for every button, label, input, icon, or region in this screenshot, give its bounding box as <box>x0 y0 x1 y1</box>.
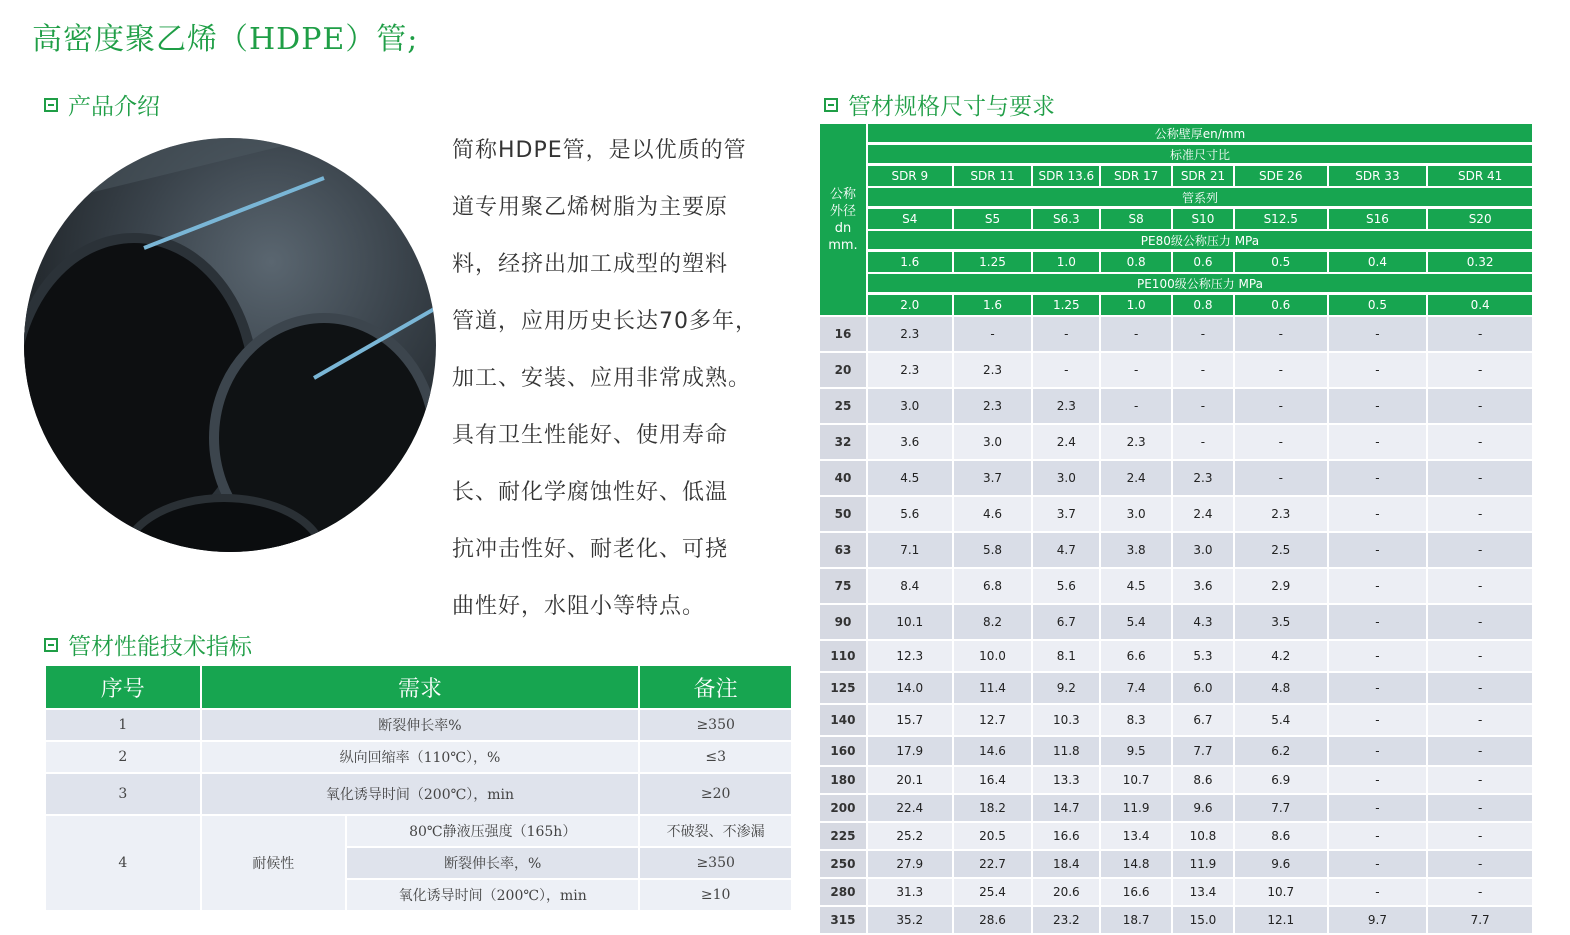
table-row <box>819 906 1533 934</box>
row-req: 氧化诱导时间（200℃），min <box>201 773 640 815</box>
dn-header-line: 公称 <box>829 186 856 202</box>
thickness-cell: 22.4 <box>867 794 953 822</box>
dn-cell: 180 <box>819 766 867 794</box>
thickness-cell: - <box>1100 388 1172 424</box>
thickness-cell: 6.6 <box>1100 640 1172 672</box>
row-no: 1 <box>45 709 201 741</box>
thickness-cell: - <box>1172 352 1234 388</box>
thickness-cell: 23.2 <box>1032 906 1100 934</box>
thickness-cell: 7.7 <box>1234 794 1328 822</box>
dn-cell: 160 <box>819 736 867 766</box>
thickness-cell: 2.4 <box>1032 424 1100 460</box>
pe80-label: PE80级公称压力 MPa <box>867 230 1533 251</box>
table-row <box>819 424 1533 460</box>
row-req: 氧化诱导时间（200℃），min <box>346 879 639 911</box>
thickness-cell: 17.9 <box>867 736 953 766</box>
thickness-cell: 12.3 <box>867 640 953 672</box>
pe80-row <box>819 251 1533 274</box>
thickness-cell: - <box>1427 640 1533 672</box>
thickness-cell: - <box>1172 388 1234 424</box>
pe100-cell: 0.6 <box>1234 294 1328 317</box>
table-row <box>45 773 792 815</box>
thickness-cell: 3.5 <box>1234 604 1328 640</box>
pe100-row <box>819 294 1533 317</box>
row-note: ≥10 <box>639 879 792 911</box>
thickness-cell: 3.8 <box>1100 532 1172 568</box>
row-note: ≤3 <box>639 741 792 773</box>
thickness-cell: 4.8 <box>1234 672 1328 704</box>
thickness-cell: 5.6 <box>1032 568 1100 604</box>
series-cell: S12.5 <box>1234 208 1328 231</box>
row-req: 纵向回缩率（110℃），% <box>201 741 640 773</box>
thickness-cell: - <box>1427 850 1533 878</box>
thickness-cell: 18.2 <box>953 794 1033 822</box>
pe100-label: PE100级公称压力 MPa <box>867 273 1533 294</box>
dn-cell: 16 <box>819 316 867 352</box>
thickness-cell: 5.4 <box>1234 704 1328 736</box>
thickness-cell: - <box>1234 460 1328 496</box>
thickness-cell: 4.6 <box>953 496 1033 532</box>
thickness-cell: - <box>1427 388 1533 424</box>
thickness-cell: 9.6 <box>1172 794 1234 822</box>
table-row <box>819 822 1533 850</box>
thickness-cell: 2.3 <box>867 316 953 352</box>
thickness-cell: - <box>1328 568 1428 604</box>
thickness-cell: 2.3 <box>1100 424 1172 460</box>
thickness-cell: 7.4 <box>1100 672 1172 704</box>
series-label: 管系列 <box>867 187 1533 208</box>
dn-header-line: 外径 <box>829 203 856 219</box>
dn-cell: 280 <box>819 878 867 906</box>
thickness-cell: 8.3 <box>1100 704 1172 736</box>
thickness-cell: 12.7 <box>953 704 1033 736</box>
thickness-cell: 5.3 <box>1172 640 1234 672</box>
dn-header-line: dn <box>834 220 852 236</box>
thickness-cell: 4.2 <box>1234 640 1328 672</box>
sdr-cell: SDR 41 <box>1427 165 1533 188</box>
thickness-cell: 2.3 <box>867 352 953 388</box>
thickness-cell: 16.6 <box>1100 878 1172 906</box>
thickness-cell: 11.9 <box>1172 850 1234 878</box>
pe80-cell: 1.6 <box>867 251 953 274</box>
dn-cell: 75 <box>819 568 867 604</box>
thickness-cell: 6.0 <box>1172 672 1234 704</box>
thickness-cell: 3.6 <box>867 424 953 460</box>
thickness-cell: 5.4 <box>1100 604 1172 640</box>
thickness-cell: 9.6 <box>1234 850 1328 878</box>
pe100-cell: 1.25 <box>1032 294 1100 317</box>
thickness-cell: 2.3 <box>953 388 1033 424</box>
thickness-cell: 3.0 <box>1172 532 1234 568</box>
series-cell: S6.3 <box>1032 208 1100 231</box>
pe100-cell: 0.8 <box>1172 294 1234 317</box>
pe100-cell: 1.0 <box>1100 294 1172 317</box>
thickness-cell: 20.6 <box>1032 878 1100 906</box>
dn-cell: 140 <box>819 704 867 736</box>
thickness-cell: 2.4 <box>1100 460 1172 496</box>
spec-body <box>819 316 1533 934</box>
thickness-cell: 6.2 <box>1234 736 1328 766</box>
thickness-cell: 14.0 <box>867 672 953 704</box>
thickness-cell: - <box>1172 424 1234 460</box>
pe100-cell: 2.0 <box>867 294 953 317</box>
table-row <box>819 388 1533 424</box>
series-cell: S5 <box>953 208 1033 231</box>
thickness-cell: 8.6 <box>1172 766 1234 794</box>
dn-header-line: mm. <box>828 237 858 253</box>
thickness-cell: 7.7 <box>1427 906 1533 934</box>
thickness-cell: - <box>1032 352 1100 388</box>
thickness-cell: 2.3 <box>953 352 1033 388</box>
thickness-cell: - <box>1328 604 1428 640</box>
sdr-cell: SDE 26 <box>1234 165 1328 188</box>
sdr-row <box>819 165 1533 188</box>
thickness-cell: 11.4 <box>953 672 1033 704</box>
table-row <box>819 672 1533 704</box>
thickness-cell: - <box>1032 316 1100 352</box>
thickness-cell: 22.7 <box>953 850 1033 878</box>
thickness-cell: 12.1 <box>1234 906 1328 934</box>
thickness-cell: - <box>1234 424 1328 460</box>
row-note: ≥350 <box>639 847 792 879</box>
thickness-cell: - <box>1234 352 1328 388</box>
dn-cell: 63 <box>819 532 867 568</box>
thickness-cell: - <box>1328 822 1428 850</box>
thickness-cell: 4.5 <box>1100 568 1172 604</box>
pe80-cell: 1.25 <box>953 251 1033 274</box>
section-performance-label: 管材性能技术指标 <box>68 634 252 660</box>
thickness-cell: - <box>1328 704 1428 736</box>
thickness-cell: - <box>1328 532 1428 568</box>
col-header-req: 需求 <box>201 665 640 709</box>
thickness-cell: 5.6 <box>867 496 953 532</box>
thickness-cell: - <box>1328 424 1428 460</box>
thickness-cell: - <box>1427 424 1533 460</box>
thickness-cell: 31.3 <box>867 878 953 906</box>
thickness-cell: - <box>1427 794 1533 822</box>
thickness-cell: 16.4 <box>953 766 1033 794</box>
thickness-cell: 9.5 <box>1100 736 1172 766</box>
thickness-cell: - <box>1427 568 1533 604</box>
thickness-cell: - <box>1427 316 1533 352</box>
thickness-cell: - <box>1328 316 1428 352</box>
section-intro-label: 产品介绍 <box>68 94 160 120</box>
thickness-cell: 7.7 <box>1172 736 1234 766</box>
thickness-cell: 7.1 <box>867 532 953 568</box>
thickness-cell: 35.2 <box>867 906 953 934</box>
thickness-cell: - <box>1234 316 1328 352</box>
series-cell: S8 <box>1100 208 1172 231</box>
thickness-cell: 3.0 <box>867 388 953 424</box>
table-row <box>819 496 1533 532</box>
thickness-cell: 20.1 <box>867 766 953 794</box>
thickness-cell: 10.3 <box>1032 704 1100 736</box>
sdr-cell: SDR 13.6 <box>1032 165 1100 188</box>
table-row <box>819 640 1533 672</box>
intro-line: 长、耐化学腐蚀性好、低温 <box>452 480 729 505</box>
sdr-cell: SDR 33 <box>1328 165 1428 188</box>
table-row <box>45 709 792 741</box>
thickness-cell: 13.4 <box>1100 822 1172 850</box>
thickness-cell: - <box>1427 496 1533 532</box>
thickness-cell: - <box>1172 316 1234 352</box>
section-bullet-icon <box>44 638 58 652</box>
thickness-cell: 10.0 <box>953 640 1033 672</box>
thickness-cell: 9.2 <box>1032 672 1100 704</box>
thickness-cell: - <box>1328 766 1428 794</box>
thickness-cell: - <box>1427 672 1533 704</box>
intro-line: 简称HDPE管，是以优质的管 <box>452 138 747 163</box>
thickness-cell: 3.0 <box>953 424 1033 460</box>
thickness-cell: - <box>1427 822 1533 850</box>
intro-text <box>452 122 772 635</box>
thickness-cell: 3.0 <box>1100 496 1172 532</box>
intro-line: 抗冲击性好、耐老化、可挠 <box>452 537 729 562</box>
thickness-cell: 28.6 <box>953 906 1033 934</box>
row-note: ≥350 <box>639 709 792 741</box>
dn-cell: 200 <box>819 794 867 822</box>
series-cell: S4 <box>867 208 953 231</box>
dn-cell: 110 <box>819 640 867 672</box>
thickness-cell: 10.8 <box>1172 822 1234 850</box>
thickness-cell: 14.7 <box>1032 794 1100 822</box>
dn-cell: 20 <box>819 352 867 388</box>
table-row <box>45 815 792 847</box>
intro-line: 料，经挤出加工成型的塑料 <box>452 252 729 277</box>
thickness-cell: - <box>1427 766 1533 794</box>
sdr-cell: SDR 9 <box>867 165 953 188</box>
dn-cell: 32 <box>819 424 867 460</box>
thickness-cell: 3.7 <box>1032 496 1100 532</box>
table-row <box>819 532 1533 568</box>
pe80-cell: 0.5 <box>1234 251 1328 274</box>
row-no: 4 <box>45 815 201 911</box>
thickness-cell: 2.3 <box>1234 496 1328 532</box>
thickness-cell: 10.1 <box>867 604 953 640</box>
thickness-cell: 5.8 <box>953 532 1033 568</box>
series-row <box>819 208 1533 231</box>
dn-cell: 250 <box>819 850 867 878</box>
thickness-cell: 10.7 <box>1100 766 1172 794</box>
dn-cell: 50 <box>819 496 867 532</box>
dn-cell: 25 <box>819 388 867 424</box>
thickness-cell: - <box>1328 736 1428 766</box>
section-performance-heading <box>44 628 252 661</box>
table-row <box>819 460 1533 496</box>
intro-line: 管道，应用历史长达70多年， <box>452 309 758 334</box>
row-note: ≥20 <box>639 773 792 815</box>
thickness-cell: 25.4 <box>953 878 1033 906</box>
row-req: 80℃静液压强度（165h） <box>346 815 639 847</box>
row-req: 断裂伸长率，% <box>346 847 639 879</box>
intro-line: 具有卫生性能好、使用寿命 <box>452 423 729 448</box>
thickness-cell: 8.6 <box>1234 822 1328 850</box>
row-req: 断裂伸长率% <box>201 709 640 741</box>
thickness-cell: - <box>1328 850 1428 878</box>
thickness-cell: - <box>1328 878 1428 906</box>
pe100-cell: 0.5 <box>1328 294 1428 317</box>
series-cell: S20 <box>1427 208 1533 231</box>
section-bullet-icon <box>44 98 58 112</box>
thickness-cell: 6.7 <box>1032 604 1100 640</box>
thickness-cell: 18.7 <box>1100 906 1172 934</box>
thickness-cell: 15.7 <box>867 704 953 736</box>
sdr-cell: SDR 11 <box>953 165 1033 188</box>
thickness-cell: - <box>1427 604 1533 640</box>
thickness-cell: 15.0 <box>1172 906 1234 934</box>
col-header-no: 序号 <box>45 665 201 709</box>
section-spec-label: 管材规格尺寸与要求 <box>848 94 1055 120</box>
performance-table <box>44 664 793 912</box>
thickness-cell: 8.1 <box>1032 640 1100 672</box>
row-no: 2 <box>45 741 201 773</box>
section-intro-heading <box>44 88 160 121</box>
thickness-cell: 8.2 <box>953 604 1033 640</box>
thickness-cell: - <box>1328 388 1428 424</box>
thickness-cell: 2.3 <box>1032 388 1100 424</box>
table-row <box>819 316 1533 352</box>
hdpe-pipe-photo <box>24 138 436 552</box>
dn-cell: 315 <box>819 906 867 934</box>
pe80-cell: 0.32 <box>1427 251 1533 274</box>
thickness-cell: - <box>1100 316 1172 352</box>
table-row <box>819 352 1533 388</box>
thickness-cell: - <box>1427 878 1533 906</box>
thickness-cell: 6.8 <box>953 568 1033 604</box>
thickness-cell: 14.6 <box>953 736 1033 766</box>
dn-cell: 125 <box>819 672 867 704</box>
table-row <box>819 736 1533 766</box>
table-row <box>819 766 1533 794</box>
dn-header <box>819 123 867 316</box>
thickness-cell: 3.7 <box>953 460 1033 496</box>
thickness-cell: 4.5 <box>867 460 953 496</box>
thickness-cell: 2.3 <box>1172 460 1234 496</box>
thickness-cell: - <box>1427 460 1533 496</box>
thickness-cell: - <box>1100 352 1172 388</box>
dn-cell: 90 <box>819 604 867 640</box>
thickness-cell: 10.7 <box>1234 878 1328 906</box>
sdr-cell: SDR 17 <box>1100 165 1172 188</box>
thickness-cell: - <box>1427 532 1533 568</box>
table-row <box>819 704 1533 736</box>
section-spec-heading <box>824 88 1055 121</box>
pe80-cell: 1.0 <box>1032 251 1100 274</box>
thickness-cell: 4.7 <box>1032 532 1100 568</box>
thickness-cell: 2.5 <box>1234 532 1328 568</box>
page-title: 高密度聚乙烯（HDPE）管; <box>32 22 419 57</box>
thickness-cell: 16.6 <box>1032 822 1100 850</box>
thickness-cell: - <box>1234 388 1328 424</box>
thickness-cell: 2.4 <box>1172 496 1234 532</box>
wall-thickness-header: 公称壁厚en/mm <box>867 123 1533 144</box>
thickness-cell: - <box>1328 352 1428 388</box>
thickness-cell: 14.8 <box>1100 850 1172 878</box>
thickness-cell: - <box>1328 460 1428 496</box>
intro-line: 加工、安装、应用非常成熟。 <box>452 366 752 391</box>
thickness-cell: - <box>953 316 1033 352</box>
table-row <box>819 850 1533 878</box>
pe100-cell: 0.4 <box>1427 294 1533 317</box>
table-row <box>819 794 1533 822</box>
thickness-cell: 20.5 <box>953 822 1033 850</box>
col-header-note: 备注 <box>639 665 792 709</box>
intro-line: 曲性好，水阻小等特点。 <box>452 594 706 619</box>
pe80-cell: 0.4 <box>1328 251 1428 274</box>
thickness-cell: 13.4 <box>1172 878 1234 906</box>
pe80-cell: 0.6 <box>1172 251 1234 274</box>
thickness-cell: 27.9 <box>867 850 953 878</box>
thickness-cell: 3.0 <box>1032 460 1100 496</box>
thickness-cell: 6.9 <box>1234 766 1328 794</box>
thickness-cell: 8.4 <box>867 568 953 604</box>
table-row <box>819 568 1533 604</box>
sdr-label: 标准尺寸比 <box>867 144 1533 165</box>
thickness-cell: 13.3 <box>1032 766 1100 794</box>
pe80-cell: 0.8 <box>1100 251 1172 274</box>
thickness-cell: - <box>1328 672 1428 704</box>
row-note: 不破裂、不渗漏 <box>639 815 792 847</box>
thickness-cell: 25.2 <box>867 822 953 850</box>
series-cell: S10 <box>1172 208 1234 231</box>
thickness-cell: - <box>1328 496 1428 532</box>
thickness-cell: 9.7 <box>1328 906 1428 934</box>
thickness-cell: 11.9 <box>1100 794 1172 822</box>
pe100-cell: 1.6 <box>953 294 1033 317</box>
section-bullet-icon <box>824 98 838 112</box>
thickness-cell: - <box>1328 794 1428 822</box>
thickness-cell: - <box>1328 640 1428 672</box>
table-row <box>819 878 1533 906</box>
dn-cell: 40 <box>819 460 867 496</box>
thickness-cell: - <box>1427 704 1533 736</box>
thickness-cell: - <box>1427 352 1533 388</box>
spec-table <box>818 122 1534 935</box>
thickness-cell: 18.4 <box>1032 850 1100 878</box>
intro-line: 道专用聚乙烯树脂为主要原 <box>452 195 729 220</box>
table-row <box>819 604 1533 640</box>
thickness-cell: 11.8 <box>1032 736 1100 766</box>
sdr-cell: SDR 21 <box>1172 165 1234 188</box>
series-cell: S16 <box>1328 208 1428 231</box>
dn-cell: 225 <box>819 822 867 850</box>
table-row <box>45 741 792 773</box>
thickness-cell: 3.6 <box>1172 568 1234 604</box>
row-no: 3 <box>45 773 201 815</box>
thickness-cell: 6.7 <box>1172 704 1234 736</box>
row-group: 耐候性 <box>201 815 347 911</box>
thickness-cell: 4.3 <box>1172 604 1234 640</box>
thickness-cell: - <box>1427 736 1533 766</box>
thickness-cell: 2.9 <box>1234 568 1328 604</box>
